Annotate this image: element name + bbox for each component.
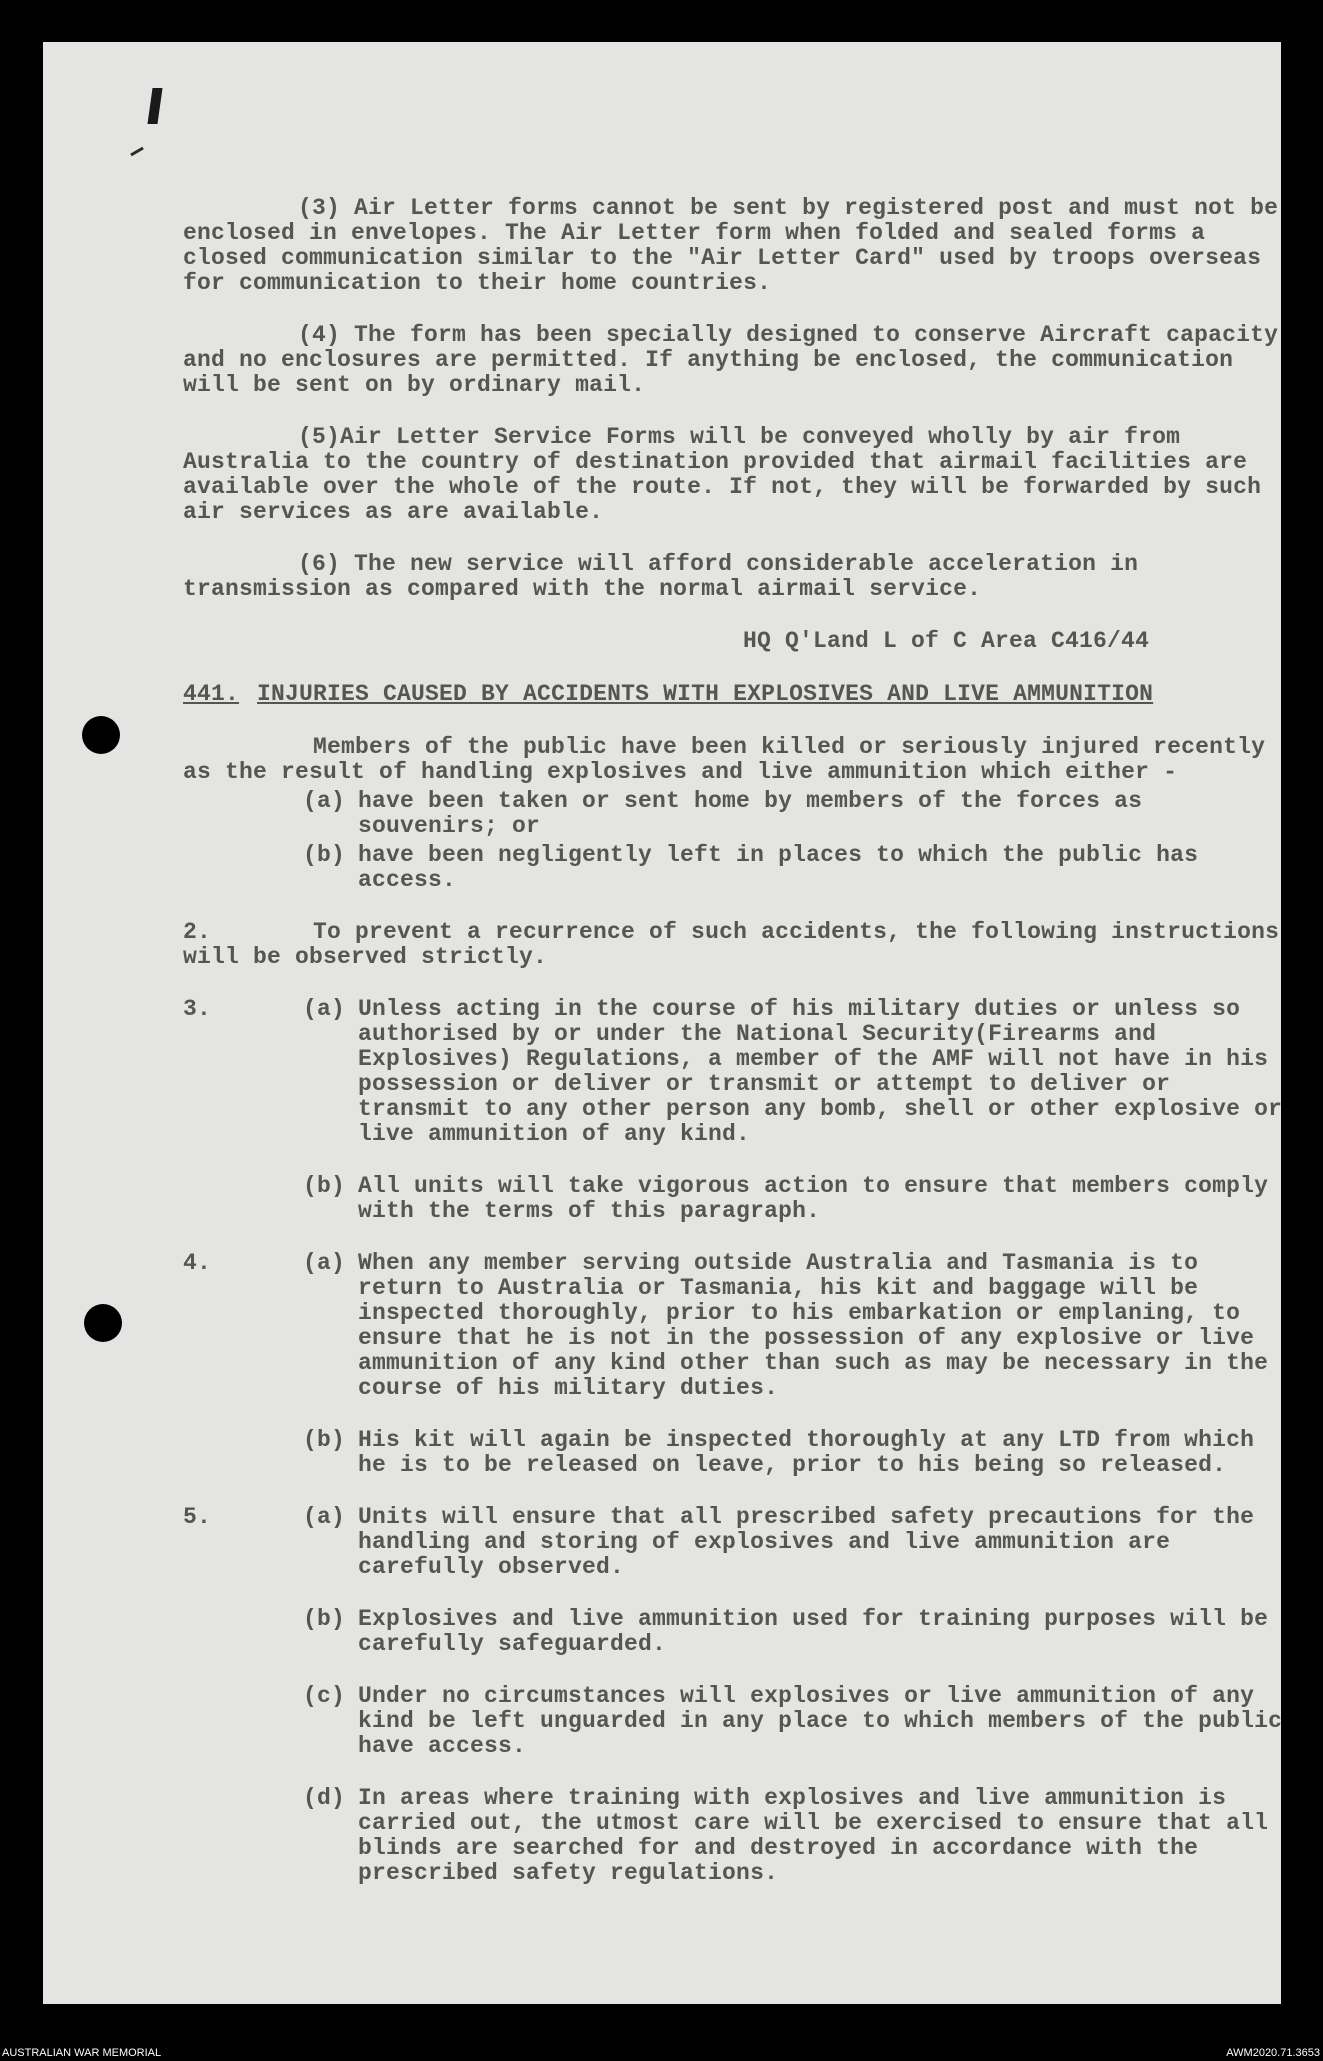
para-number: 3. — [183, 996, 212, 1022]
para-text: To prevent a recurrence of such accidents, the following instructions will be observed strictly. — [183, 919, 1280, 970]
item-letter: (a) — [303, 1504, 346, 1530]
item-text: All units will take vigorous action to ensure that members comply with the terms of this paragraph. — [358, 1173, 1269, 1224]
para-5a — [183, 1505, 1283, 1580]
item-letter: (b) — [303, 1173, 346, 1199]
para-5b — [183, 1607, 1283, 1657]
item-letter: (a) — [303, 788, 346, 814]
document-text — [183, 195, 1293, 1886]
item-letter: (b) — [303, 1427, 346, 1453]
paragraph-5: (5)Air Letter Service Forms will be conveyed wholly by air from Australia to the country of destination provided that airmail facilities are available over the whole of the route. If not, they will be forwarded by such air services as are available. — [183, 424, 1276, 525]
section-number: 441. — [183, 681, 240, 707]
paragraph-4: (4) The form has been specially designed to conserve Aircraft capacity and no enclosures are permitted. If anything be enclosed, the communication will be sent on by ordinary mail. — [183, 322, 1293, 398]
item-text: have been negligently left in places to which the public has access. — [358, 842, 1199, 893]
paragraph-2 — [183, 920, 1283, 970]
item-text: Unless acting in the course of his military duties or unless so authorised by or under the National Security(Firearms and Explosives) Regulations, a member of the AMF will not have in his possession or deliver or transmit or attempt to deliver or transmit to any other person any bomb, shell or other explosive or live ammunition of any kind. — [358, 996, 1283, 1147]
item-text: have been taken or sent home by members of the forces as souvenirs; or — [358, 788, 1143, 839]
item-letter: (b) — [303, 842, 346, 868]
file-reference: HQ Q'Land L of C Area C416/44 — [743, 628, 1150, 654]
paragraph-6: (6) The new service will afford considerable acceleration in transmission as compared with the normal airmail service. — [183, 551, 1153, 602]
item-text: When any member serving outside Australia and Tasmania is to return to Australia or Tasmania, his kit and baggage will be inspected thoroughly, prior to his embarkation or emplaning, to ensure that he is not in the possession of any explosive or live ammunition of any kind other than such as may be necessary in the course of his military duties. — [358, 1250, 1269, 1401]
intro-item-b — [183, 843, 1283, 893]
intro-item-a — [183, 789, 1283, 839]
footer-accession-number: AWM2020.71.3653 — [1226, 2047, 1320, 2059]
para-number: 5. — [183, 1504, 212, 1530]
para-4a — [183, 1251, 1283, 1401]
item-letter: (b) — [303, 1606, 346, 1632]
item-letter: (c) — [303, 1683, 346, 1709]
section-intro: Members of the public have been killed or seriously injured recently as the result of handling explosives and live ammunition which either - — [183, 734, 1266, 785]
para-3b — [183, 1174, 1283, 1224]
item-text: In areas where training with explosives and live ammunition is carried out, the utmost care will be exercised to ensure that all blinds are searched for and destroyed in accordance with the prescribed safety regulations. — [358, 1785, 1269, 1886]
section-heading — [183, 682, 1283, 707]
item-letter: (d) — [303, 1785, 346, 1811]
section-title: INJURIES CAUSED BY ACCIDENTS WITH EXPLOSIVES AND LIVE AMMUNITION — [257, 681, 1154, 707]
item-text: His kit will again be inspected thoroughly at any LTD from which he is to be released on leave, prior to his being so released. — [358, 1427, 1255, 1478]
para-3a — [183, 997, 1283, 1147]
punch-hole-bottom — [84, 1304, 122, 1342]
para-5d — [183, 1786, 1283, 1886]
para-4b — [183, 1428, 1283, 1478]
footer-institution: AUSTRALIAN WAR MEMORIAL — [2, 2047, 162, 2059]
item-text: Explosives and live ammunition used for training purposes will be carefully safeguarded. — [358, 1606, 1269, 1657]
item-letter: (a) — [303, 1250, 346, 1276]
item-text: Units will ensure that all prescribed safety precautions for the handling and storing of explosives and live ammunition are carefully observed. — [358, 1504, 1255, 1580]
paragraph-3: (3) Air Letter forms cannot be sent by registered post and must not be enclosed in envelopes. The Air Letter form when folded and sealed forms a closed communication similar to the "Air Letter Card" used by troops overseas for communication to their home countries. — [183, 195, 1293, 296]
item-text: Under no circumstances will explosives or live ammunition of any kind be left unguarded in any place to which members of the public have access. — [358, 1683, 1283, 1759]
para-number: 4. — [183, 1250, 212, 1276]
item-letter: (a) — [303, 996, 346, 1022]
punch-hole-top — [82, 716, 120, 754]
para-5c — [183, 1684, 1283, 1759]
para-number: 2. — [183, 919, 212, 945]
